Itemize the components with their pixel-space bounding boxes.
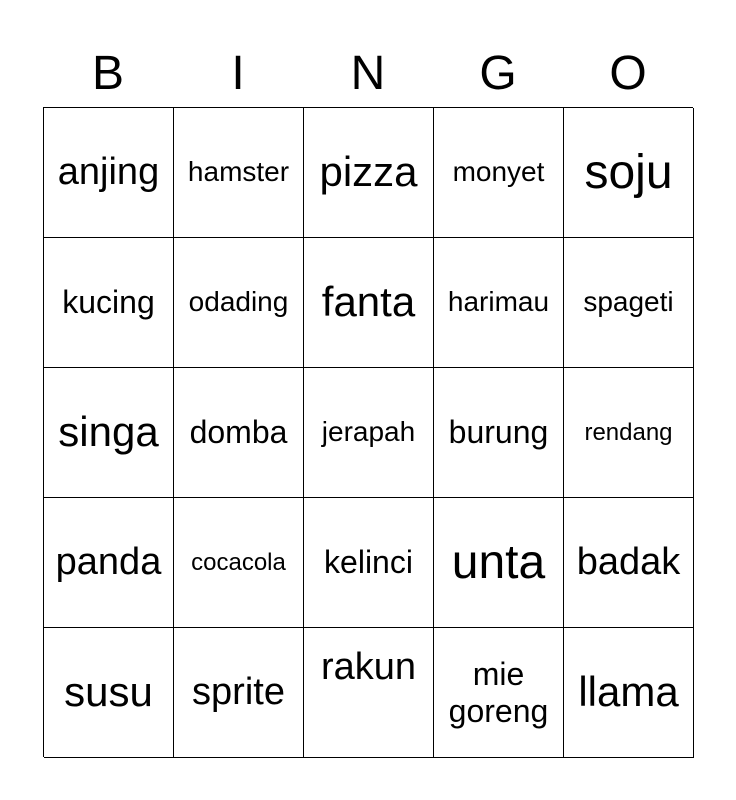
- bingo-cell[interactable]: [304, 108, 434, 238]
- bingo-cell[interactable]: [174, 498, 304, 628]
- cell-label: unta: [451, 535, 546, 589]
- header-letter-n: N: [350, 47, 386, 100]
- cell-label: fanta: [321, 278, 416, 326]
- cell-label: jerapah: [321, 416, 416, 448]
- cell-label: anjing: [57, 150, 160, 193]
- cell-label: hamster: [187, 156, 290, 188]
- cell-label: burung: [448, 414, 549, 451]
- cell-label: rendang: [584, 418, 673, 446]
- cell-label: domba: [189, 414, 288, 451]
- bingo-cell[interactable]: [564, 628, 694, 758]
- bingo-cell[interactable]: [304, 368, 434, 498]
- bingo-cell[interactable]: [434, 498, 564, 628]
- bingo-cell[interactable]: [564, 108, 694, 238]
- bingo-card-grid: [43, 107, 693, 757]
- bingo-cell[interactable]: [44, 108, 174, 238]
- cell-label: llama: [578, 668, 679, 716]
- cell-label: kucing: [62, 284, 155, 321]
- cell-label: badak: [576, 540, 681, 583]
- bingo-cell[interactable]: [434, 628, 564, 758]
- header-letter-o: O: [609, 47, 647, 100]
- bingo-cell[interactable]: [564, 498, 694, 628]
- cell-label: soju: [584, 145, 673, 199]
- cell-label: kelinci: [324, 544, 413, 581]
- cell-label: singa: [58, 408, 159, 456]
- cell-label: harimau: [447, 286, 550, 318]
- bingo-cell[interactable]: [434, 238, 564, 368]
- bingo-cell[interactable]: [44, 498, 174, 628]
- bingo-cell[interactable]: [564, 368, 694, 498]
- bingo-cell[interactable]: [304, 238, 434, 368]
- cell-label: cocacola: [191, 548, 286, 576]
- cell-label: rakun: [320, 646, 417, 688]
- bingo-cell[interactable]: [304, 628, 434, 758]
- cell-label: monyet: [452, 156, 545, 188]
- cell-label: pizza: [319, 148, 418, 196]
- bingo-cell[interactable]: [44, 238, 174, 368]
- bingo-cell[interactable]: [44, 368, 174, 498]
- bingo-header: [43, 44, 693, 104]
- header-letter-b: B: [91, 47, 124, 100]
- bingo-cell[interactable]: [44, 628, 174, 758]
- header-letter-g: G: [479, 47, 517, 100]
- cell-label: odading: [188, 286, 289, 318]
- bingo-cell[interactable]: [174, 628, 304, 758]
- bingo-cell[interactable]: [564, 238, 694, 368]
- cell-label: spageti: [583, 286, 674, 318]
- cell-label: panda: [55, 540, 162, 583]
- header-letter-i: I: [231, 47, 245, 100]
- bingo-cell[interactable]: [174, 108, 304, 238]
- bingo-cell[interactable]: [174, 238, 304, 368]
- bingo-cell[interactable]: [174, 368, 304, 498]
- bingo-cell[interactable]: [434, 108, 564, 238]
- bingo-cell[interactable]: [304, 498, 434, 628]
- bingo-cell[interactable]: [434, 368, 564, 498]
- cell-label: sprite: [192, 670, 285, 713]
- cell-label: mie goreng: [448, 655, 549, 729]
- cell-label: susu: [64, 668, 153, 716]
